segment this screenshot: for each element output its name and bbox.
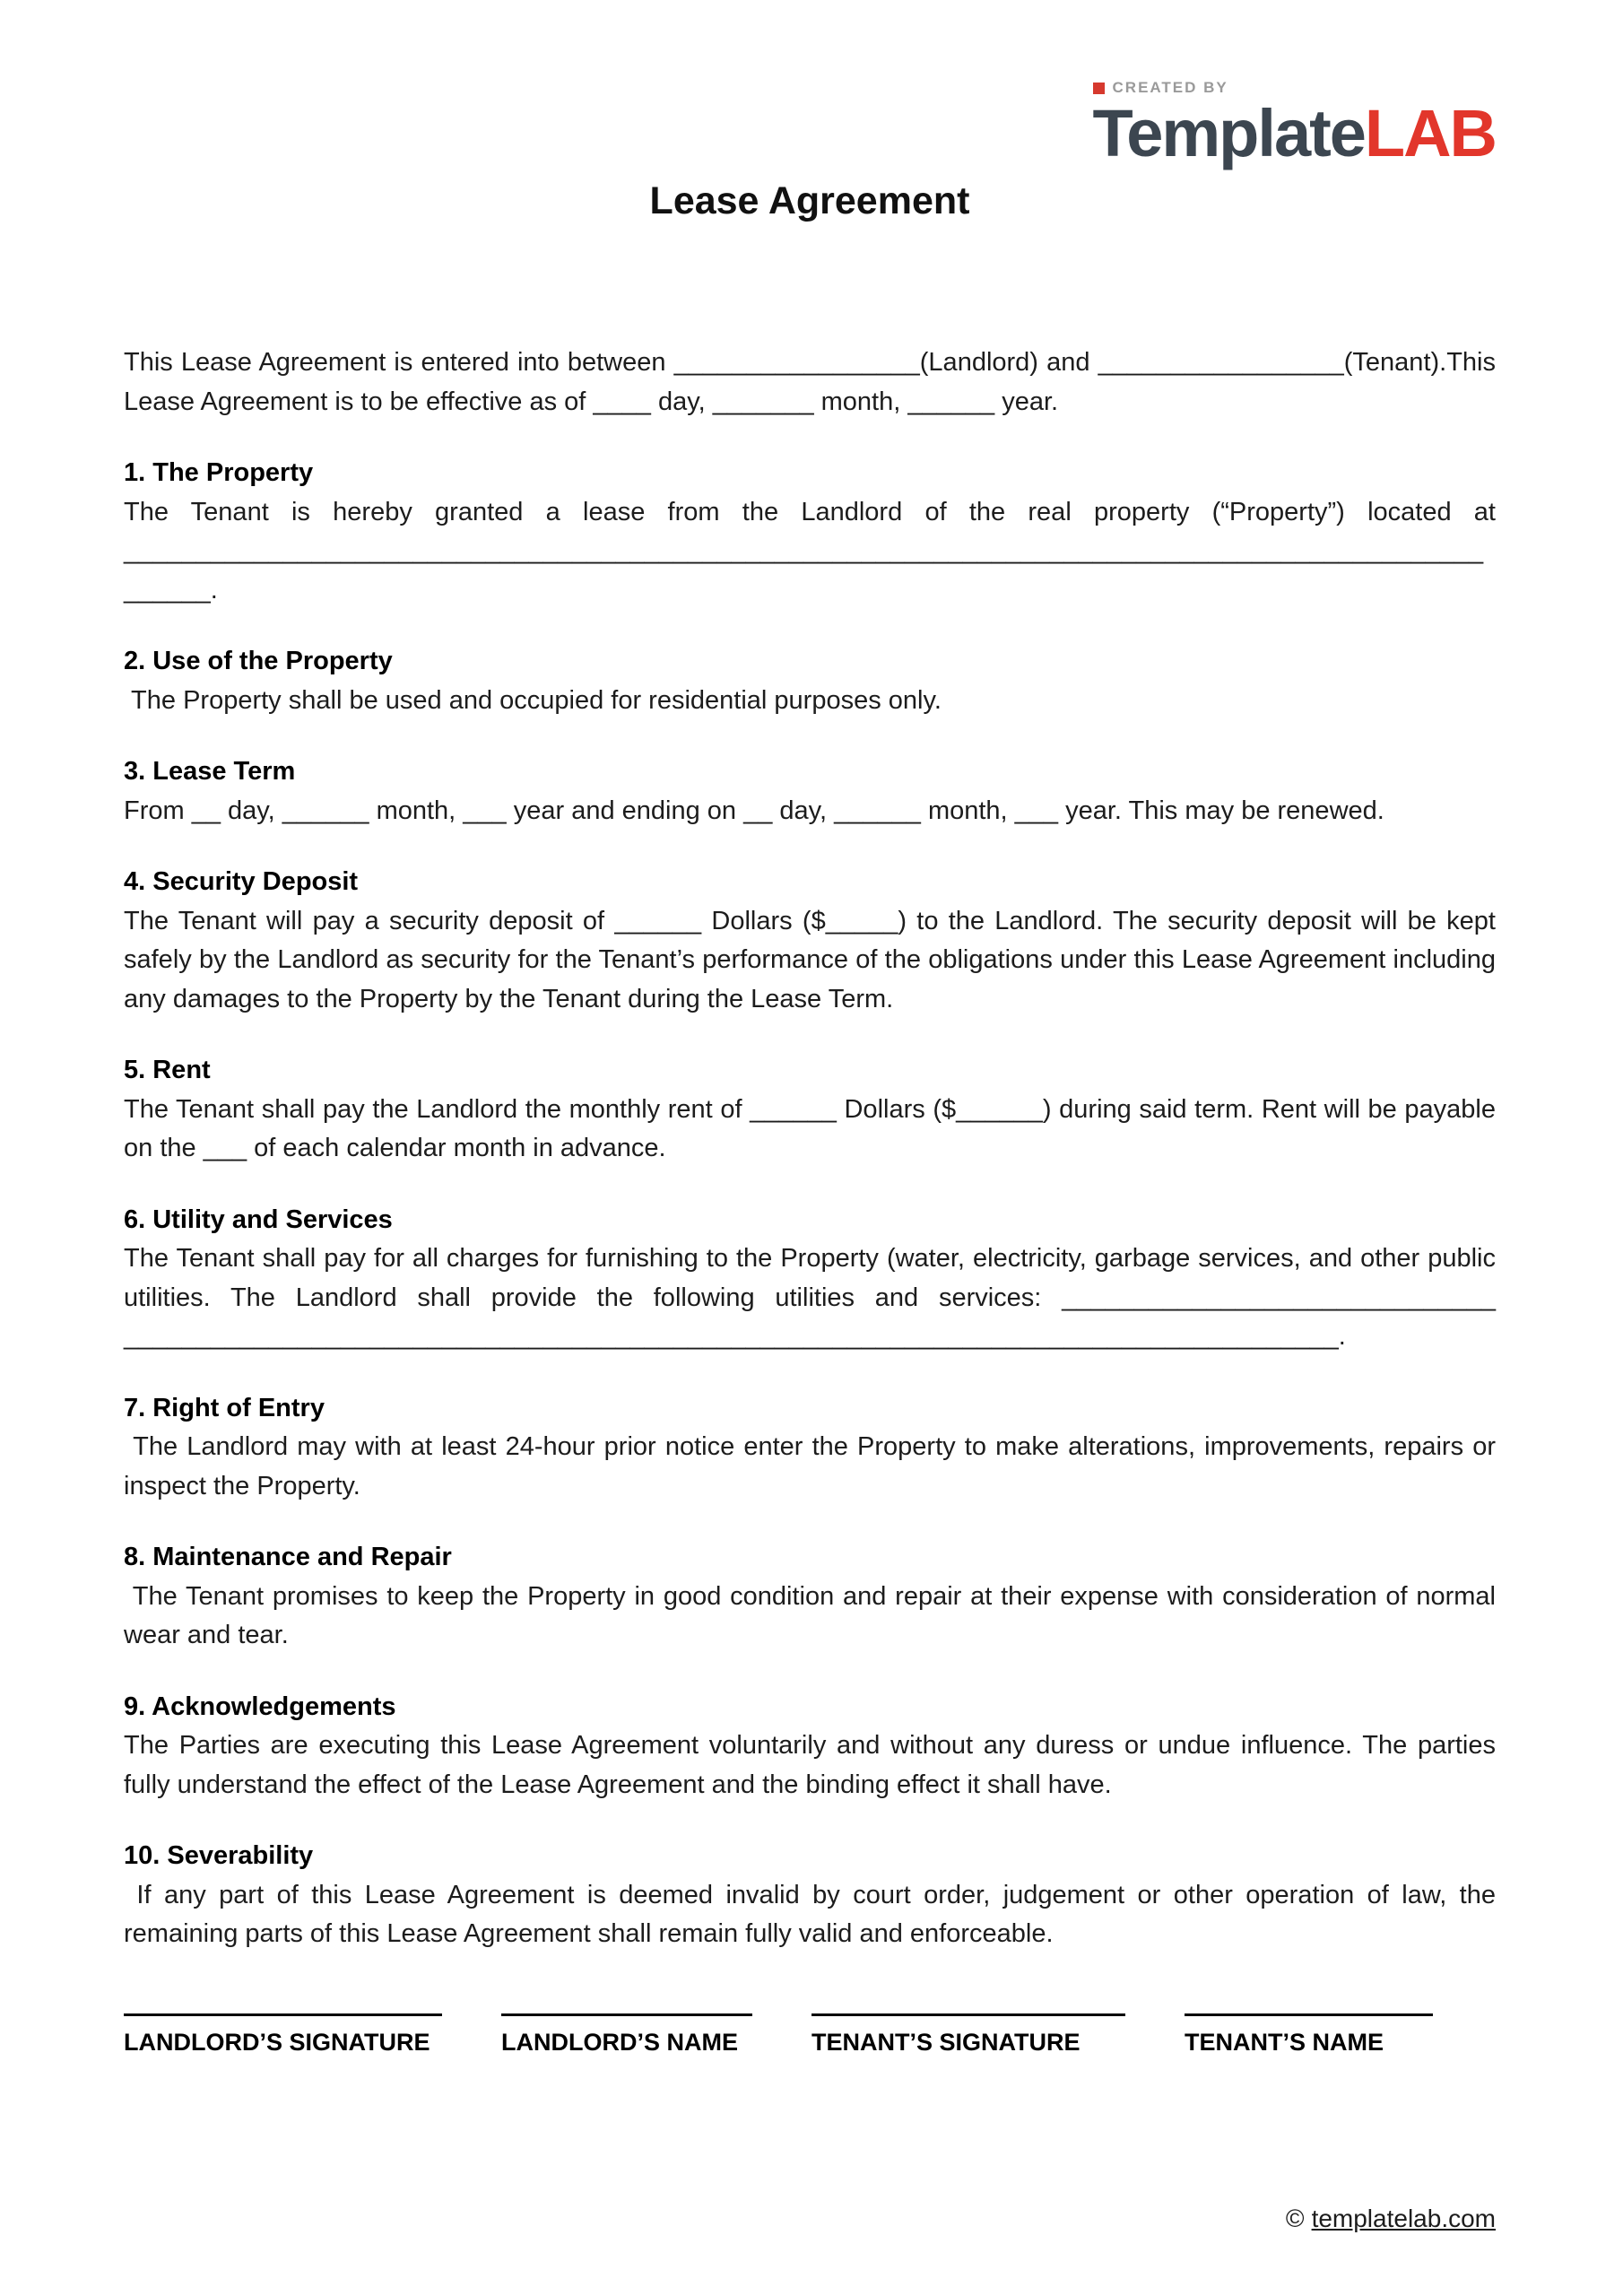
section-heading: 4. Security Deposit [124, 867, 359, 896]
brand-template-text: Template [1092, 96, 1365, 170]
footer [1286, 2205, 1496, 2233]
section-heading: 5. Rent [124, 1056, 211, 1084]
signature-label: LANDLORD’S SIGNATURE [124, 2029, 430, 2056]
section-heading: 6. Utility and Services [124, 1205, 393, 1234]
section-utility-and-services [124, 1201, 1496, 1357]
created-by-row [1093, 79, 1496, 97]
section-body: The Tenant is hereby granted a lease from the Landlord of the real property (“Property”) located at ____________________________________________________________________________________________________. [124, 497, 1496, 604]
section-lease-term [124, 752, 1496, 831]
section-acknowledgements [124, 1688, 1496, 1805]
signature-label: TENANT’S SIGNATURE [812, 2029, 1081, 2056]
section-heading: 10. Severability [124, 1841, 314, 1870]
brand-lab-text: LAB [1364, 96, 1496, 170]
intro-paragraph: This Lease Agreement is entered into between _________________(Landlord) and _________________(Tenant).This Lease Agreement is to be effective as of ____ day, _______ month, ______ year. [124, 348, 1496, 416]
section-rent [124, 1051, 1496, 1169]
section-use-of-the-property [124, 642, 1496, 720]
signature-line [124, 2013, 442, 2016]
section-security-deposit [124, 863, 1496, 1019]
section-heading: 1. The Property [124, 458, 314, 487]
signature-line [812, 2013, 1125, 2016]
section-heading: 3. Lease Term [124, 757, 296, 786]
section-body: The Tenant will pay a security deposit of ______ Dollars ($_____) to the Landlord. The security deposit will be kept safely by the Landlord as security for the Tenant’s performance of the obligations under this Lease Agreement including any damages to the Property by the Tenant during the Lease Term. [124, 906, 1496, 1013]
section-heading: 9. Acknowledgements [124, 1692, 396, 1721]
section-heading: 8. Maintenance and Repair [124, 1543, 452, 1571]
section-severability [124, 1837, 1496, 1954]
signature-label: LANDLORD’S NAME [501, 2029, 738, 2056]
section-right-of-entry [124, 1389, 1496, 1507]
copyright-symbol: © [1285, 2205, 1305, 2232]
section-maintenance-and-repair [124, 1538, 1496, 1656]
section-body: From __ day, ______ month, ___ year and ending on __ day, ______ month, ___ year. This may be renewed. [124, 796, 1384, 825]
signature-line [501, 2013, 752, 2016]
signature-block [124, 2013, 1433, 2057]
created-by-label: CREATED BY [1112, 79, 1228, 96]
section-body: The Tenant promises to keep the Property in good condition and repair at their expense with consideration of normal wear and tear. [124, 1581, 1496, 1649]
section-body: The Landlord may with at least 24-hour prior notice enter the Property to make alterations, improvements, repairs or inspect the Property. [124, 1432, 1496, 1500]
page-title: Lease Agreement [649, 179, 970, 222]
signature-tenant-name [1185, 2013, 1433, 2057]
section-body: The Property shall be used and occupied for residential purposes only. [124, 685, 942, 715]
section-the-property [124, 454, 1496, 610]
signature-label: TENANT’S NAME [1185, 2029, 1384, 2056]
signature-line [1185, 2013, 1433, 2016]
section-heading: 2. Use of the Property [124, 647, 393, 675]
section-body: The Parties are executing this Lease Agreement voluntarily and without any duress or undue influence. The parties fully understand the effect of the Lease Agreement and the binding effect it shall have. [124, 1731, 1496, 1799]
section-body: If any part of this Lease Agreement is deemed invalid by court order, judgement or other operation of law, the remaining parts of this Lease Agreement shall remain fully valid and enforceable. [124, 1880, 1496, 1948]
logo-mark-icon [1093, 83, 1105, 94]
templatelab-logo [1092, 79, 1496, 170]
document-page [124, 0, 1496, 2296]
section-body: The Tenant shall pay the Landlord the monthly rent of ______ Dollars ($______) during said term. Rent will be payable on the ___ of each calendar month in advance. [124, 1094, 1496, 1162]
signature-landlord-signature [124, 2013, 442, 2057]
templatelab-link[interactable]: templatelab.com [1311, 2205, 1496, 2232]
signature-tenant-signature [812, 2013, 1125, 2057]
brand-wordmark [1092, 96, 1496, 170]
section-heading: 7. Right of Entry [124, 1393, 325, 1422]
section-body: The Tenant shall pay for all charges for furnishing to the Property (water, electricity, garbage services, and other public utilities. The Landlord shall provide the following utilities and services: ______________________________ ____________________________________________________________________________________. [124, 1244, 1496, 1351]
signature-landlord-name [501, 2013, 752, 2057]
